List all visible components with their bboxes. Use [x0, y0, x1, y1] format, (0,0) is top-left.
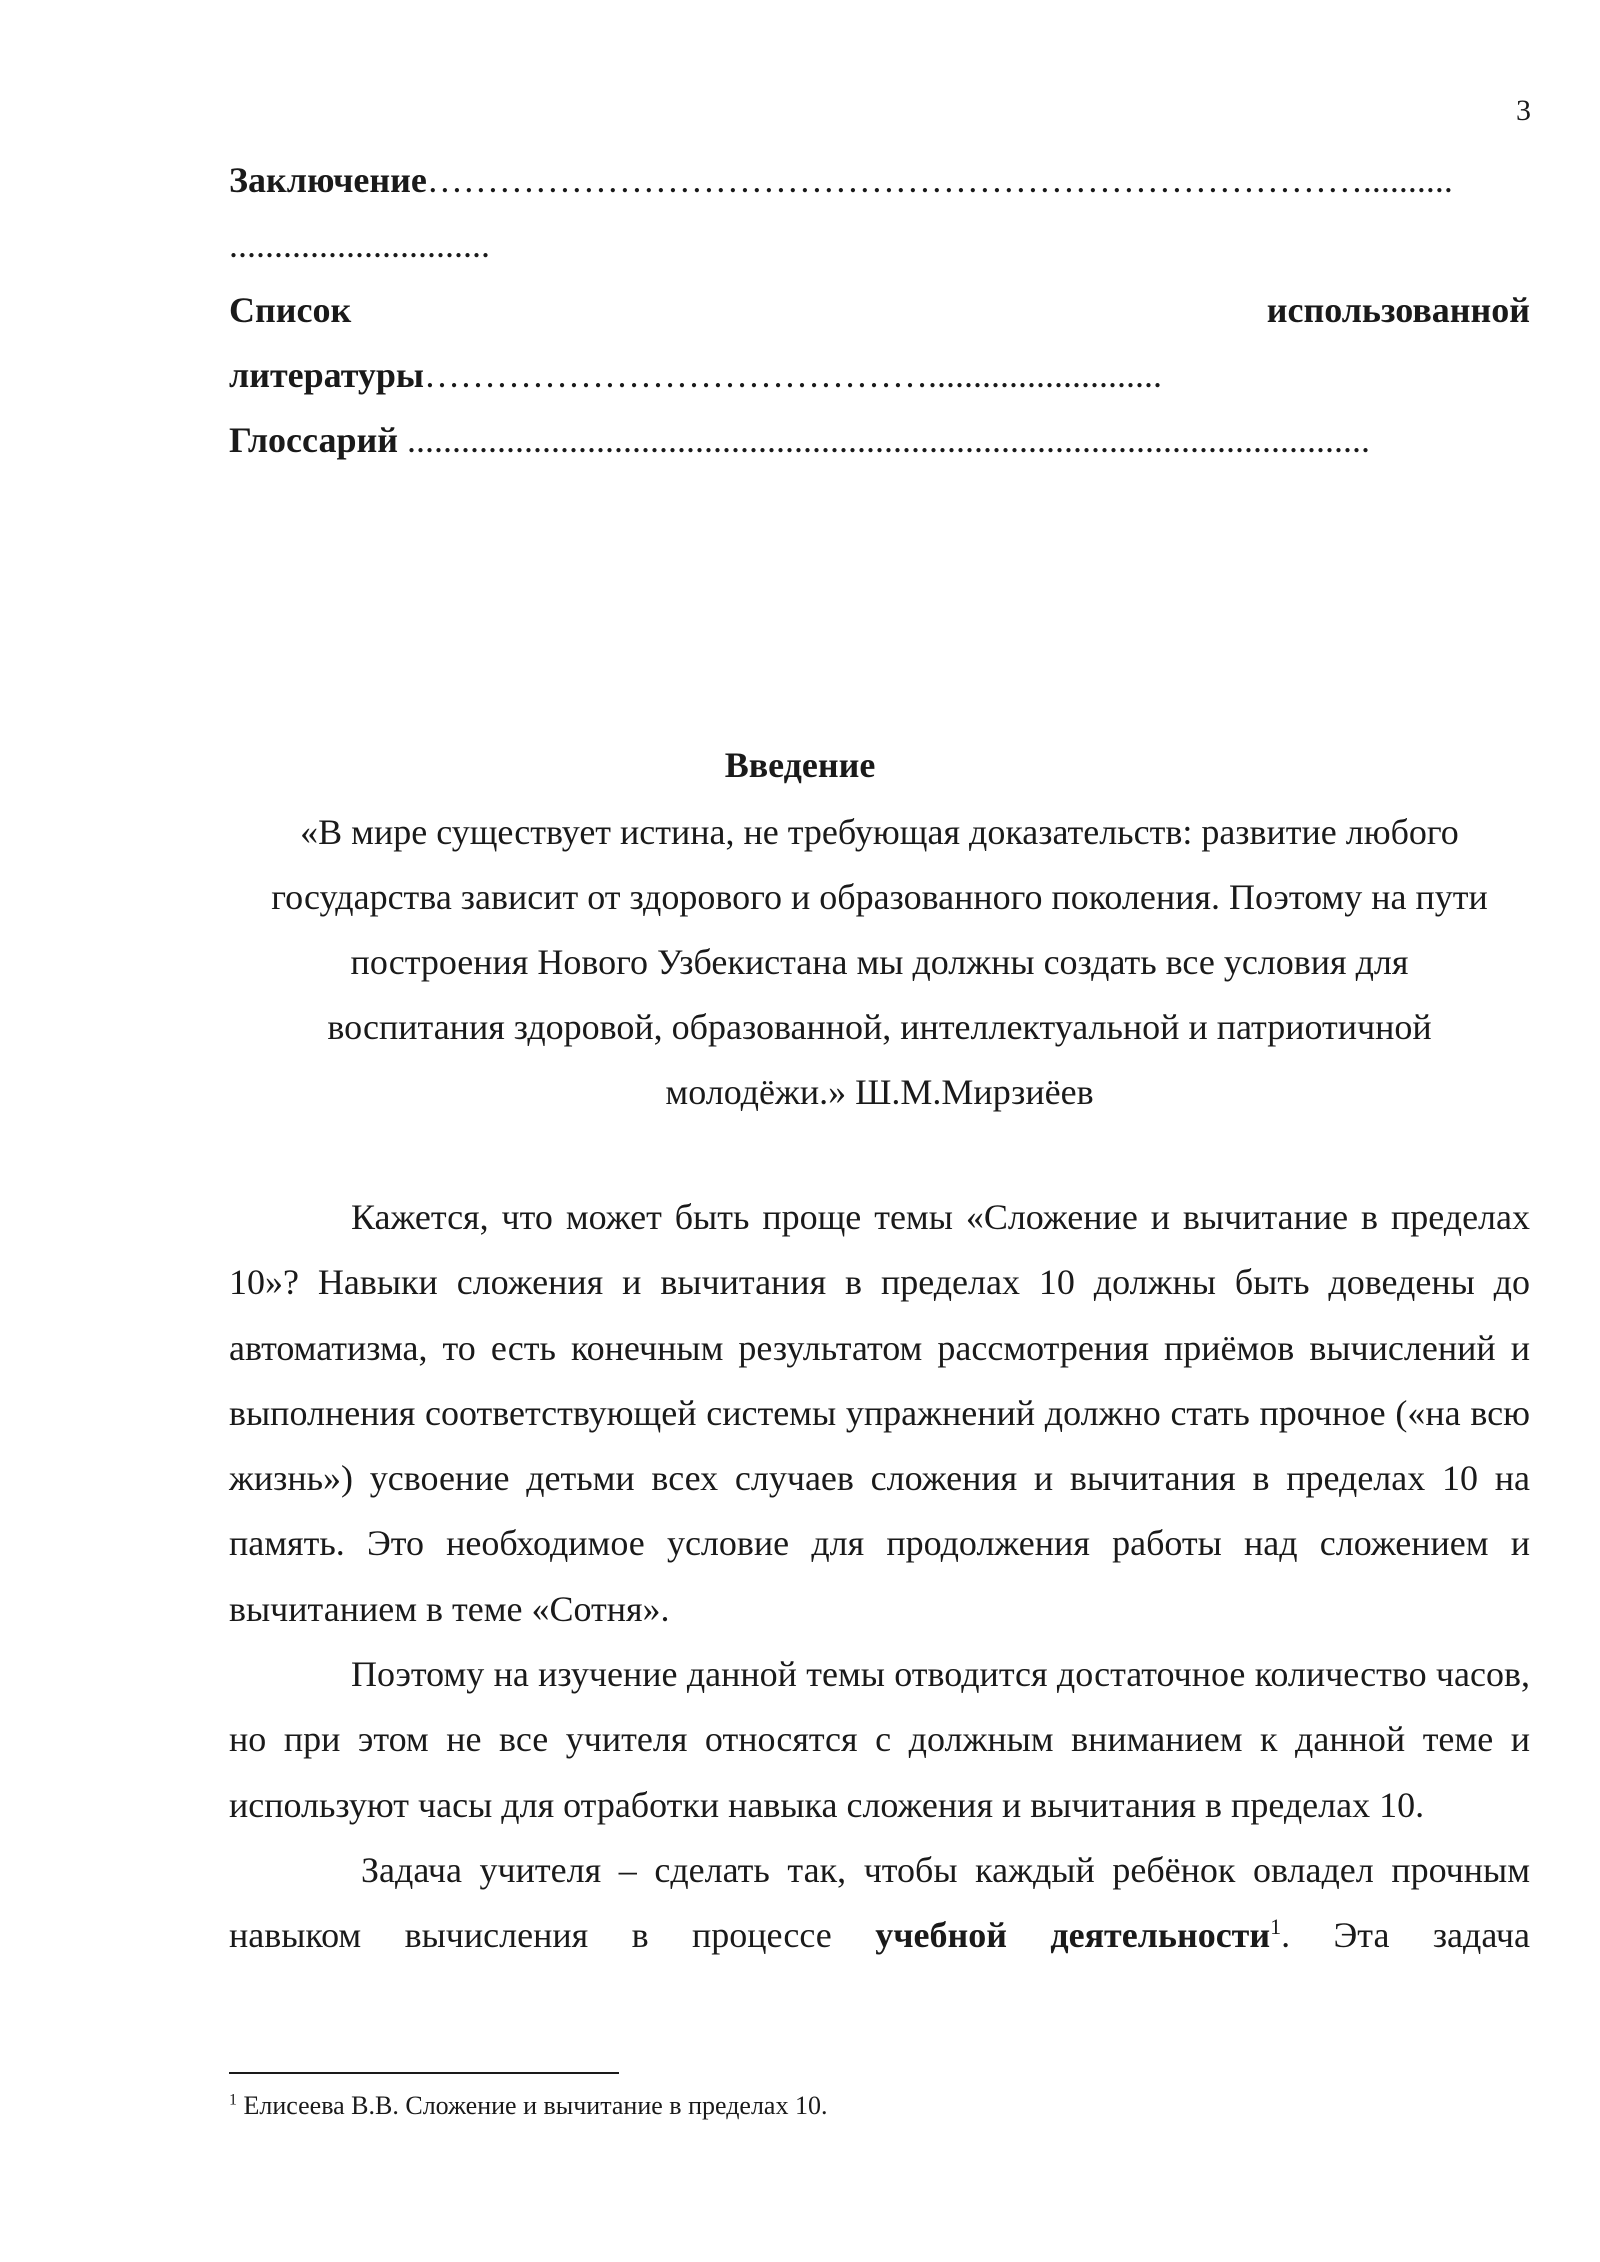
toc-leader: ...........................................................................................................: [397, 420, 1370, 460]
toc-entry-references-cont: [229, 343, 1530, 408]
toc-conclusion-label: Заключение: [229, 160, 427, 200]
quote-line: «В мире существует истина, не требующая доказательств: развитие любого: [300, 812, 1459, 852]
toc-leader: .............................: [229, 225, 490, 265]
paragraph-text: Задача учителя – сделать так, чтобы каждый ребёнок овладел прочным навыком вычисления в процессе: [229, 1849, 1530, 1956]
toc-references-word: Список: [229, 290, 352, 330]
toc-entry-references: [229, 278, 1530, 343]
toc-references-word: использованной: [1266, 290, 1530, 330]
paragraph: Кажется, что может быть проще темы «Сложение и вычитание в пределах 10»? Навыки сложения и вычитания в пределах 10 должны быть доведены до автоматизма, то есть конечным результатом рассмотрения приёмов вычислений и выполнения соответствующей системы упражнений должно стать прочное («на всю жизнь») усвоение детьми всех случаев сложения и вычитания в пределах 10 на память. Это необходимое условие для продолжения работы над сложением и вычитанием в теме «Сотня».: [229, 1197, 1530, 1629]
toc-entry-glossary: [229, 408, 1530, 473]
paragraph: [229, 1838, 1530, 1969]
footnote-separator: [229, 2072, 619, 2074]
toc-leader: ……………………………………..........................: [424, 355, 1163, 395]
body-text: [229, 1185, 1530, 1969]
footnote-ref[interactable]: 1: [1270, 1914, 1282, 1940]
toc-glossary-label: Глоссарий: [229, 420, 398, 460]
page-number: 3: [1516, 94, 1531, 127]
section-title: Введение: [724, 745, 876, 785]
quote-line: воспитания здоровой, образованной, интеллектуальной и патриотичной: [327, 1007, 1432, 1047]
toc-entry-conclusion: [229, 148, 1530, 213]
emphasized-term: учебной деятельности: [875, 1915, 1271, 1956]
quote-line: построения Нового Узбекистана мы должны создать все условия для: [350, 942, 1409, 982]
paragraph: Поэтому на изучение данной темы отводится достаточное количество часов, но при этом не все учителя относятся с должным вниманием к данной теме и используют часы для отработки навыка сложения и вычитания в пределах 10.: [229, 1654, 1530, 1825]
toc-leader: ……………………………………………………………………..........: [426, 160, 1453, 200]
quote-line: государства зависит от здорового и образованного поколения. Поэтому на пути: [271, 877, 1488, 917]
epigraph-quote: [229, 800, 1530, 1125]
footnote: [229, 2088, 827, 2124]
toc-references-word: литературы: [229, 355, 425, 395]
toc-leader-continuation: [229, 213, 1530, 278]
footnote-text: Елисеева В.В. Сложение и вычитание в пределах 10.: [237, 2091, 828, 2120]
quote-line: молодёжи.» Ш.М.Мирзиёев: [665, 1072, 1094, 1112]
table-of-contents: [229, 148, 1530, 473]
footnote-marker: 1: [229, 2091, 237, 2109]
paragraph-text: . Эта задача: [1281, 1915, 1530, 1956]
